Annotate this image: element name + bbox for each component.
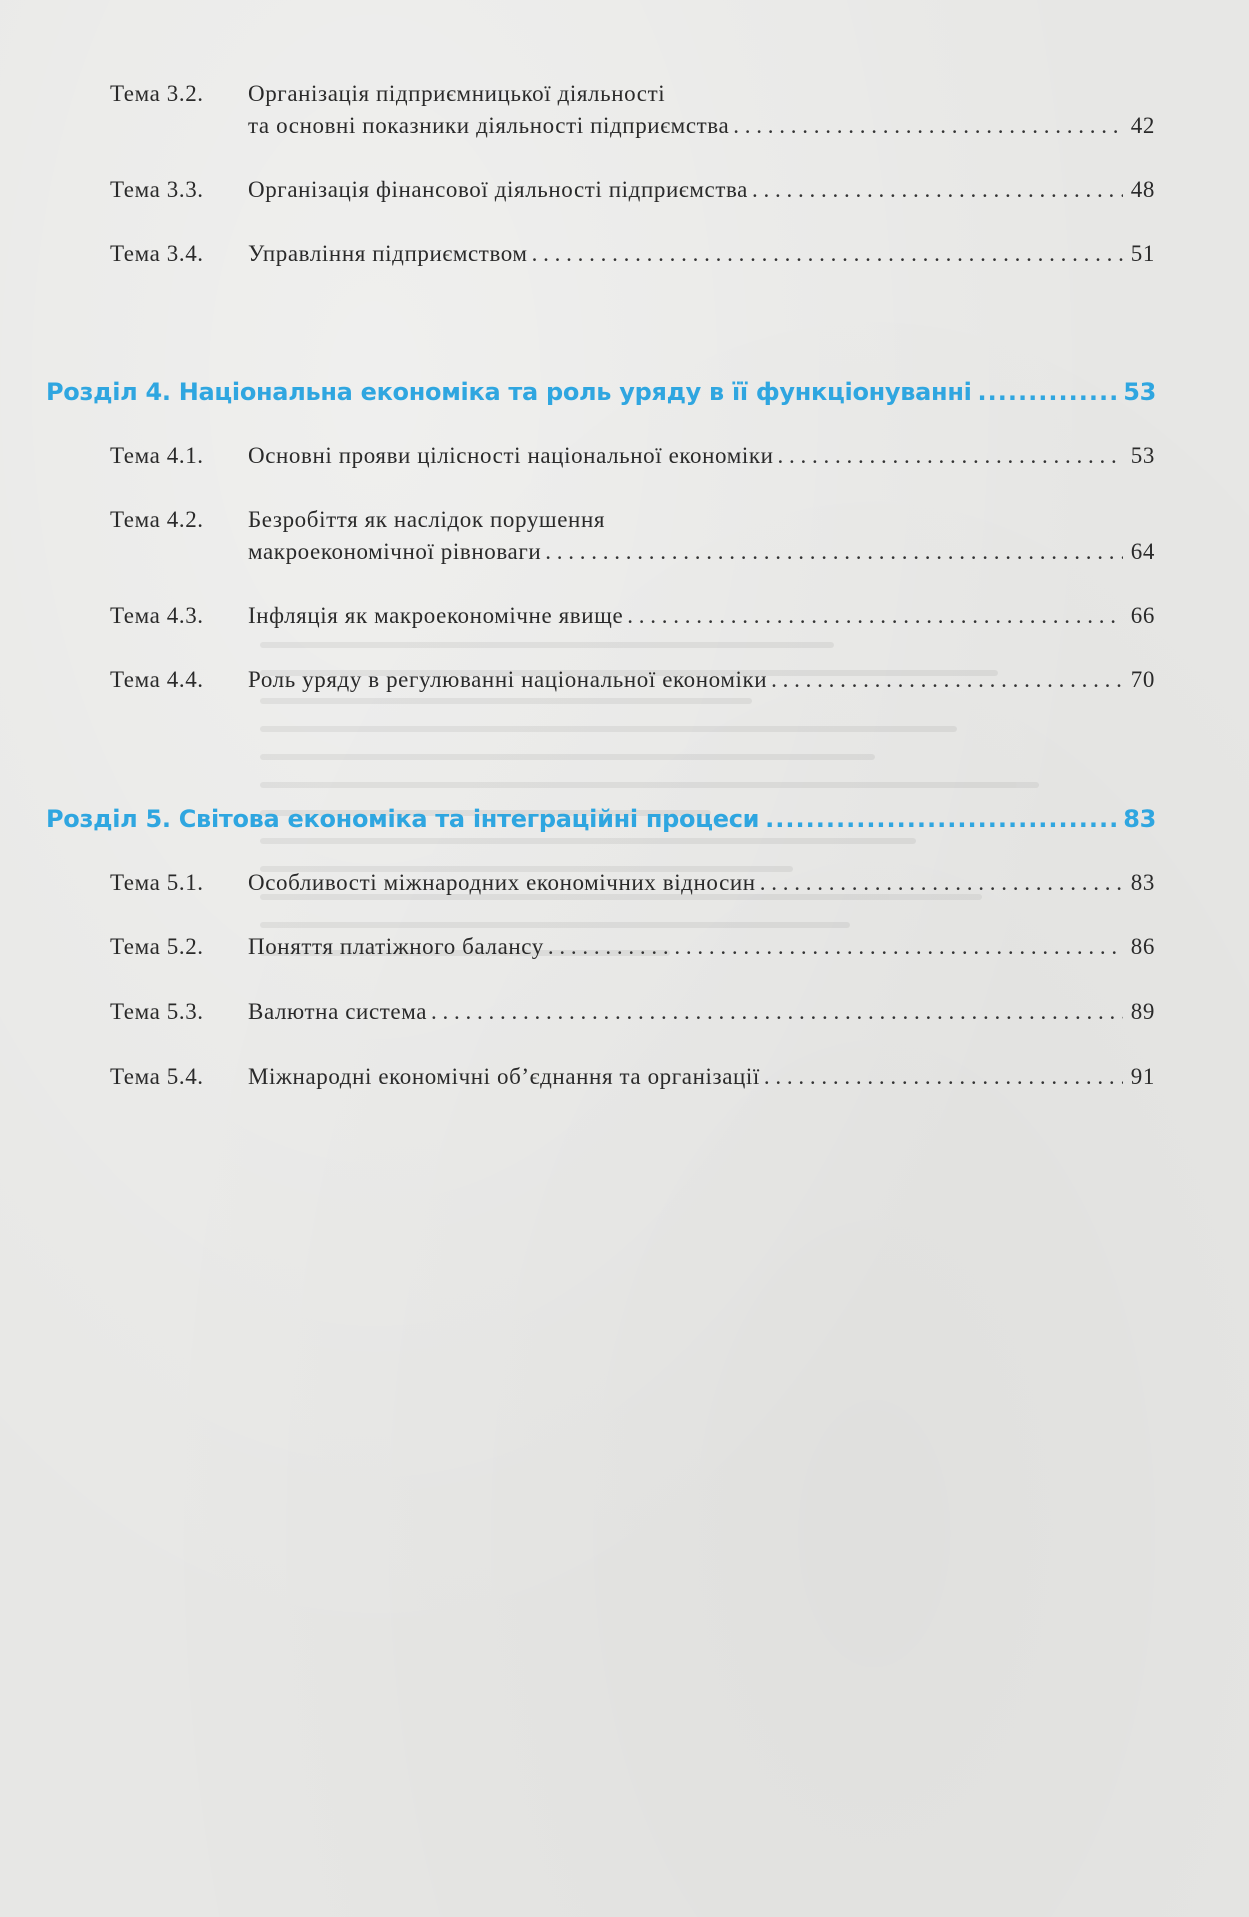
topic-number: Тема 3.2.: [110, 81, 204, 106]
page-number: 91: [1130, 1064, 1155, 1089]
section-title: Розділ 5. Світова економіка та інтеграційні процеси: [46, 805, 760, 833]
topic-title: Управління підприємством: [248, 241, 528, 266]
leader-dots: [431, 996, 1123, 1028]
leader-dots: [627, 600, 1123, 632]
leader-dots: [778, 440, 1123, 472]
page-number: 42: [1130, 113, 1155, 138]
toc-entry-4-4[interactable]: [110, 664, 1155, 696]
leader-dots: [548, 931, 1123, 963]
page-number: 86: [1130, 934, 1155, 959]
topic-number: Тема 4.4.: [110, 667, 204, 692]
toc-entry-5-3[interactable]: [110, 996, 1155, 1028]
show-through-texture: [260, 620, 1080, 1800]
page-number: 83: [1130, 870, 1155, 895]
page-number: 53: [1123, 378, 1156, 406]
topic-title: Інфляція як макроекономічне явище: [248, 603, 624, 628]
topic-number: Тема 4.3.: [110, 603, 204, 628]
page-number: 89: [1130, 999, 1155, 1024]
toc-entry-5-1[interactable]: [110, 867, 1155, 899]
topic-number: Тема 4.1.: [110, 443, 204, 468]
leader-dots: [532, 238, 1123, 270]
topic-title: Міжнародні економічні об’єднання та організації: [248, 1064, 760, 1089]
topic-title-line-2: та основні показники діяльності підприємства: [248, 113, 730, 138]
leader-dots: [752, 174, 1123, 206]
topic-number: Тема 5.3.: [110, 999, 204, 1024]
leader-dots: [760, 867, 1123, 899]
leader-dots: [765, 805, 1117, 833]
topic-number: Тема 3.3.: [110, 177, 204, 202]
topic-number: Тема 5.4.: [110, 1064, 204, 1089]
section-heading-5[interactable]: [46, 805, 1156, 833]
page-number: 64: [1130, 539, 1155, 564]
topic-title-line-1: Безробіття як наслідок порушення: [248, 507, 606, 532]
page-number: 53: [1130, 443, 1155, 468]
topic-title: Валютна система: [248, 999, 428, 1024]
toc-entry-4-1[interactable]: [110, 440, 1155, 472]
page-number: 51: [1130, 241, 1155, 266]
toc-entry-5-2[interactable]: [110, 931, 1155, 963]
leader-dots: [733, 110, 1123, 142]
section-heading-4[interactable]: [46, 378, 1156, 406]
toc-entry-3-4[interactable]: [110, 238, 1155, 270]
topic-title-line-2: макроекономічної рівноваги: [248, 539, 542, 564]
leader-dots: [771, 664, 1123, 696]
topic-title: Поняття платіжного балансу: [248, 934, 544, 959]
topic-title: Організація фінансової діяльності підприємства: [248, 177, 748, 202]
section-title: Розділ 4. Національна економіка та роль уряду в її функціонуванні: [46, 378, 972, 406]
topic-number: Тема 4.2.: [110, 507, 204, 532]
toc-entry-4-3[interactable]: [110, 600, 1155, 632]
topic-title-line-1: Організація підприємницької діяльності: [248, 81, 666, 106]
page-number: 48: [1130, 177, 1155, 202]
toc-entry-3-3[interactable]: [110, 174, 1155, 206]
topic-number: Тема 3.4.: [110, 241, 204, 266]
page-number: 70: [1130, 667, 1155, 692]
topic-title: Особливості міжнародних економічних відносин: [248, 870, 756, 895]
leader-dots: [764, 1061, 1123, 1093]
topic-title: Роль уряду в регулюванні національної економіки: [248, 667, 768, 692]
topic-title: Основні прояви цілісності національної економіки: [248, 443, 774, 468]
leader-dots: [545, 536, 1123, 568]
topic-number: Тема 5.1.: [110, 870, 204, 895]
page-number: 66: [1130, 603, 1155, 628]
toc-entry-5-4[interactable]: [110, 1061, 1155, 1093]
toc-entry-4-2[interactable]: [110, 504, 1155, 568]
page-number: 83: [1123, 805, 1156, 833]
topic-number: Тема 5.2.: [110, 934, 204, 959]
leader-dots: [978, 378, 1118, 406]
toc-entry-3-2[interactable]: [110, 78, 1155, 142]
